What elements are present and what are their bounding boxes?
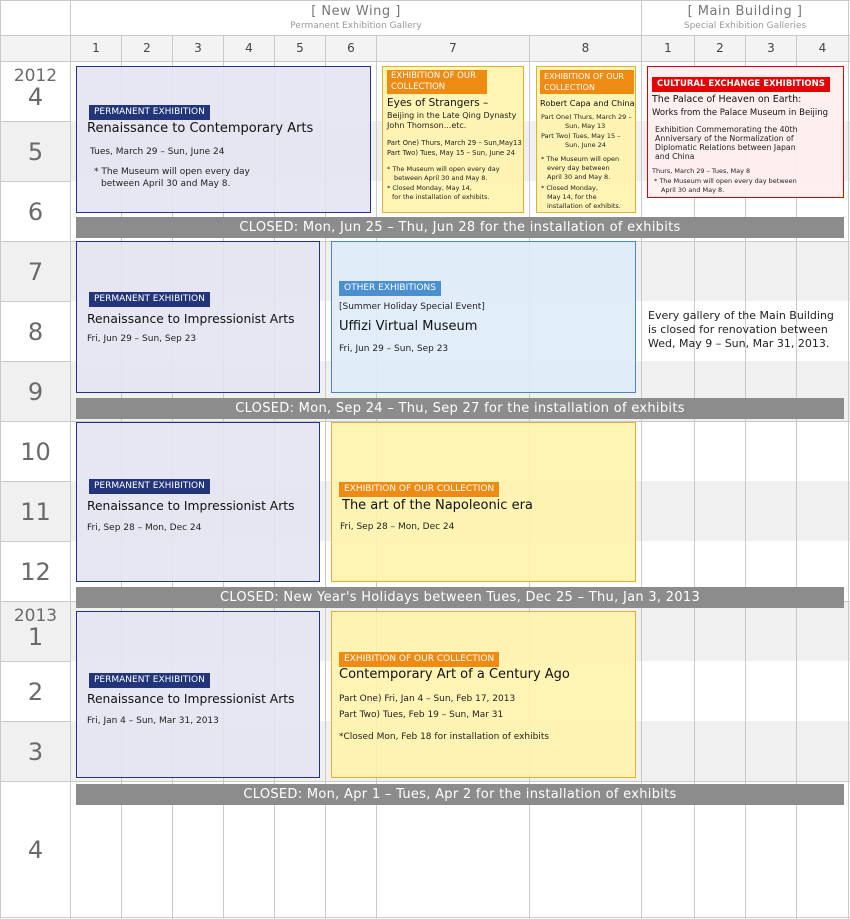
month-number: 12 <box>20 558 51 586</box>
month-number: 5 <box>27 138 44 166</box>
month-number: 3 <box>27 738 44 766</box>
month-number: 9 <box>27 378 44 406</box>
month-number: 7 <box>27 258 44 286</box>
exhibition-description: Anniversary of the Normalization of <box>655 134 794 143</box>
month-label <box>0 380 71 404</box>
new-wing-title: [ New Wing ] <box>311 4 401 19</box>
month-number: 6 <box>27 198 44 226</box>
collection-exhibition-block[interactable] <box>536 66 636 213</box>
exhibition-title: The Palace of Heaven on Earth: <box>652 94 802 105</box>
month-label <box>0 740 71 764</box>
exhibition-note: April 30 and May 8. <box>547 173 611 181</box>
exhibition-tag: PERMANENT EXHIBITION <box>89 673 210 688</box>
month-number: 10 <box>20 438 51 466</box>
new-wing-header <box>71 4 641 31</box>
exhibition-note: * The Museum will open every day between <box>654 177 797 185</box>
column-number: 3 <box>194 41 202 55</box>
closure-banner: CLOSED: Mon, Jun 25 – Thu, Jun 28 for the installation of exhibits <box>76 217 844 238</box>
exhibition-tag: EXHIBITION OF OUR COLLECTION <box>339 652 499 667</box>
exhibition-tag: EXHIBITION OF OUR COLLECTION <box>339 482 499 497</box>
exhibition-dates: Tues, March 29 – Sun, June 24 <box>90 147 225 157</box>
exhibition-note: for the installation of exhibits. <box>392 193 490 201</box>
exhibition-title: Renaissance to Impressionist Arts <box>87 499 295 513</box>
exhibition-note: April 30 and May 8. <box>661 186 725 194</box>
exhibition-subtitle: John Thomson...etc. <box>387 121 467 130</box>
month-number: 2 <box>27 678 44 706</box>
note-line: is closed for renovation between <box>648 323 828 336</box>
exhibition-title: The art of the Napoleonic era <box>342 498 533 513</box>
exhibition-dates: Part One) Fri, Jan 4 – Sun, Feb 17, 2013 <box>339 694 516 704</box>
permanent-exhibition-block[interactable] <box>76 66 371 213</box>
exhibition-title: Eyes of Strangers – <box>387 97 489 109</box>
month-label <box>0 560 71 584</box>
month-number: 11 <box>20 498 51 526</box>
collection-exhibition-block[interactable] <box>331 422 636 582</box>
exhibition-dates: Fri, Jan 4 – Sun, Mar 31, 2013 <box>87 716 219 726</box>
exhibition-tag: PERMANENT EXHIBITION <box>89 292 210 307</box>
month-label <box>0 260 71 284</box>
month-label <box>0 68 71 109</box>
column-number: 2 <box>143 41 151 55</box>
new-wing-subtitle: Permanent Exhibition Gallery <box>290 21 422 31</box>
column-number: 1 <box>92 41 100 55</box>
exhibition-note: * Closed Monday, <box>541 184 598 192</box>
exhibition-title: Renaissance to Impressionist Arts <box>87 312 295 326</box>
column-number: 1 <box>664 41 672 55</box>
exhibition-title: Renaissance to Impressionist Arts <box>87 692 295 706</box>
exhibition-note: every day between <box>547 164 610 172</box>
exhibition-dates: Part Two) Tues, May 15 – Sun, June 24 <box>387 149 516 157</box>
main-building-header <box>642 4 848 31</box>
exhibition-title: Renaissance to Contemporary Arts <box>87 121 314 136</box>
other-exhibition-block[interactable] <box>331 241 636 393</box>
exhibition-tag: OTHER EXHIBITIONS <box>339 281 441 296</box>
exhibition-description: Diplomatic Relations between Japan <box>655 143 796 152</box>
exhibition-title: Robert Capa and China <box>540 98 635 108</box>
exhibition-dates: Thurs, March 29 – Tues, May 8 <box>652 167 751 175</box>
exhibition-tag: CULTURAL EXCHANGE EXHIBITIONS <box>652 77 830 92</box>
month-label <box>0 140 71 164</box>
exhibition-title: Uffizi Virtual Museum <box>339 319 478 334</box>
cultural-exchange-block[interactable] <box>647 66 844 198</box>
exhibition-subtitle: Beijing in the Late Qing Dynasty <box>387 111 517 120</box>
exhibition-dates: Part Two) Tues, May 15 – <box>541 132 621 140</box>
exhibition-note: between April 30 and May 8. <box>101 179 231 189</box>
exhibition-dates: Part One) Thurs, March 29 – Sun,May13 <box>387 139 522 147</box>
month-label <box>0 320 71 344</box>
closure-banner: CLOSED: Mon, Apr 1 – Tues, Apr 2 for the installation of exhibits <box>76 784 844 805</box>
month-number: 4 <box>27 836 44 864</box>
exhibition-tag: EXHIBITION OF OUR COLLECTION <box>387 70 487 94</box>
exhibition-dates: Part Two) Tues, Feb 19 – Sun, Mar 31 <box>339 710 504 720</box>
main-building-title: [ Main Building ] <box>687 4 803 19</box>
exhibition-note: * Closed Monday, May 14, <box>387 184 472 192</box>
exhibition-note: between April 30 and May 8. <box>394 174 488 182</box>
exhibition-description: and China <box>655 152 695 161</box>
closure-banner: CLOSED: Mon, Sep 24 – Thu, Sep 27 for the installation of exhibits <box>76 398 844 419</box>
month-label <box>0 200 71 224</box>
collection-exhibition-block[interactable] <box>382 66 524 213</box>
exhibition-dates: Fri, Jun 29 – Sun, Sep 23 <box>339 344 449 354</box>
closure-banner: CLOSED: New Year's Holidays between Tues, Dec 25 – Thu, Jan 3, 2013 <box>76 587 844 608</box>
exhibition-note: * The Museum will open every day <box>94 167 250 177</box>
note-line: Wed, May 9 – Sun, Mar 31, 2013. <box>648 337 830 350</box>
exhibition-tag: EXHIBITION OF OUR COLLECTION <box>540 70 634 94</box>
exhibition-dates: Fri, Jun 29 – Sun, Sep 23 <box>87 334 197 344</box>
month-number: 4 <box>27 83 44 111</box>
exhibition-tag: PERMANENT EXHIBITION <box>89 105 210 120</box>
exhibition-dates: Fri, Sep 28 – Mon, Dec 24 <box>87 523 202 533</box>
column-number: 3 <box>767 41 775 55</box>
exhibition-tag: PERMANENT EXHIBITION <box>89 479 210 494</box>
column-number: 7 <box>449 41 457 55</box>
exhibition-note: installation of exhibits. <box>547 202 621 210</box>
exhibition-note: May 14, for the <box>547 193 597 201</box>
column-number: 4 <box>818 41 827 55</box>
exhibition-note: * The Museum will open <box>541 155 620 163</box>
month-label <box>0 440 71 464</box>
month-number: 1 <box>27 623 44 651</box>
column-number: 5 <box>296 41 304 55</box>
month-label <box>0 838 71 862</box>
month-label <box>0 680 71 704</box>
permanent-exhibition-block[interactable] <box>76 611 320 778</box>
month-label <box>0 608 71 649</box>
exhibition-dates: Sun, June 24 <box>565 141 606 149</box>
permanent-exhibition-block[interactable] <box>76 241 320 393</box>
note-line: Every gallery of the Main Building <box>648 309 834 322</box>
year-label: 2012 <box>13 66 58 86</box>
exhibition-dates: Fri, Sep 28 – Mon, Dec 24 <box>340 522 455 532</box>
column-number: 8 <box>581 41 590 55</box>
column-number: 6 <box>347 41 355 55</box>
month-number: 8 <box>27 318 44 346</box>
exhibition-description: Exhibition Commemorating the 40th <box>655 125 798 134</box>
column-number: 2 <box>716 41 724 55</box>
exhibition-subtitle: Works from the Palace Museum in Beijing <box>652 108 829 118</box>
collection-exhibition-block[interactable] <box>331 611 636 778</box>
year-label: 2013 <box>13 606 58 626</box>
exhibition-dates: Sun, May 13 <box>565 122 606 130</box>
column-number: 4 <box>245 41 253 55</box>
permanent-exhibition-block[interactable] <box>76 422 320 582</box>
month-label <box>0 500 71 524</box>
exhibition-note: * The Museum will open every day <box>387 165 500 173</box>
exhibition-note: *Closed Mon, Feb 18 for installation of exhibits <box>339 732 550 742</box>
event-label: [Summer Holiday Special Event] <box>339 302 485 312</box>
main-building-closure-note <box>648 309 834 351</box>
exhibition-dates: Part One) Thurs, March 29 – <box>541 113 632 121</box>
main-building-subtitle: Special Exhibition Galleries <box>683 21 807 31</box>
exhibition-title: Contemporary Art of a Century Ago <box>339 667 570 682</box>
